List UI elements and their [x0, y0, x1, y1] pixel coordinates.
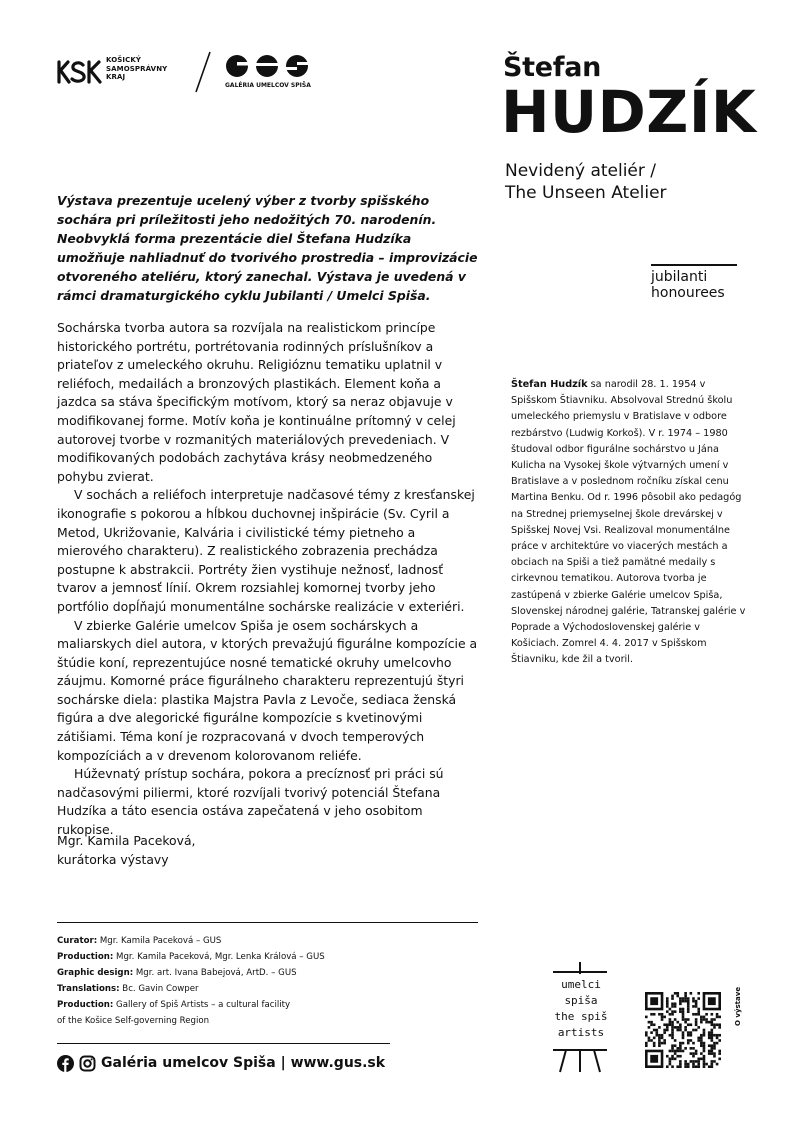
footer-social [57, 1052, 385, 1074]
artist-bio [511, 377, 746, 669]
umelci-wordmark: umelci spiša the spiš artists [554, 978, 608, 1039]
credit-line: Curator: Mgr. Kamila Paceková – GUS [57, 936, 222, 946]
ksk-wordmark: KOŠICKÝ SAMOSPRÁVNY KRAJ [106, 56, 168, 81]
facebook-icon[interactable] [57, 1055, 74, 1072]
footer-divider [57, 1043, 390, 1044]
ksk-monogram-icon [57, 60, 103, 84]
qr-code-icon [645, 992, 721, 1068]
qr-caption: O výstave [734, 986, 742, 1026]
credit-line: of the Košice Self-governing Region [57, 1016, 210, 1026]
artist-last-name: HUDZÍK [501, 78, 757, 146]
body-paragraph: Sochárska tvorba autora sa rozvíjala na realistickom princípe historického portrétu, portrétovania rodinných príslušníkov a priateľov z umeleckého okruhu. Religióznu tematiku uplatnil v reliéfoch, medailách a bronzových plastikách. Element koňa a jazdca sa stáva špecifickým motívom, ktorý sa neraz objavuje v modifikovanej forme. Motív koňa je kontinuálne prítomný v celej autorovej tvorbe v rozmanitých materiálových prevedeniach. V modifikovaných podobách zachytáva krásy neobmedzeného pohybu zvierat. [57, 320, 456, 484]
umelci-spisa-logo [548, 962, 612, 1074]
subtitle-line-sk: Nevidený ateliér / [505, 161, 657, 181]
signature-role: kurátorka výstavy [57, 852, 169, 867]
logo-divider [192, 50, 214, 94]
curator-signature [57, 831, 196, 869]
credit-line: Production: Mgr. Kamila Paceková, Mgr. Lenka Králová – GUS [57, 952, 325, 962]
lead-paragraph: Výstava prezentuje ucelený výber z tvorby spišského sochára pri príležitosti jeho nedožitých 70. narodenín. Neobvyklá forma prezentácie diel Štefana Hudzíka umožňuje nahliadnuť do tvorivého prostredia – improvizácie otvoreného ateliéru, ktorý zanechal. Výstava je uvedená v rámci dramaturgického cyklu Jubilanti / Umelci Spiša. [57, 193, 478, 304]
gus-logo [225, 53, 309, 93]
ksk-logo [57, 52, 197, 92]
credits [57, 933, 325, 1029]
credits-divider [57, 922, 478, 923]
body-paragraph: Húževnatý prístup sochára, pokora a precíznosť pri práci sú nadčasovými piliermi, ktoré rozvíjali tvorivý potenciál Štefana Hudzíka a táto esencia ostáva zapečatená v jeho osobitom rukopise. [57, 766, 444, 838]
footer-link[interactable]: Galéria umelcov Spiša | www.gus.sk [101, 1055, 386, 1071]
credit-line: Translations: Bc. Gavin Cowper [57, 984, 199, 994]
subtitle-line-en: The Unseen Atelier [505, 183, 667, 203]
credit-line: Production: Gallery of Spiš Artists – a cultural facility [57, 1000, 291, 1010]
bio-text: sa narodil 28. 1. 1954 v Spišskom Štiavniku. Absolvoval Strednú školu umeleckého priemyslu v Bratislave v odbore rezbárstvo (Ludwig Korkoš). V r. 1974 – 1980 študoval odbor figurálne sochárstvo u Jána Kulicha na Vysokej škole výtvarných umení v Bratislave a v poslednom ročníku získal cenu Martina Benku. Od r. 1996 pôsobil ako pedagóg na Strednej priemyselnej škole drevárskej v Spišskej Novej Vsi. Realizoval monumentálne práce v architektúre vo viacerých mestách a obciach na Spiši a tiež pamätné medaily s cirkevnou tematikou. Autorova tvorba je zastúpená v zbierke Galérie umelcov Spiša, Slovenskej národnej galérie, Tatranskej galérie v Poprade a Východoslovenskej galérie v Košiciach. Zomrel 4. 4. 2017 v Spišskom Štiavniku, kde žil a tvoril. [511, 379, 746, 666]
gus-caption: GALÉRIA UMELCOV SPIŠA [225, 82, 311, 89]
body-paragraph: V zbierke Galérie umelcov Spiša je osem sochárskych a maliarskych diel autora, v ktorých prevažujú figurálne kompozície a štúdie koní, reprezentujúce nosné tematické okruhy umelcovho záujmu. Komorné práce figurálneho charakteru reprezentujú štyri sochárske diela: plastika Majstra Pavla z Levoče, sediaca ženská figúra a dve alegorické figurálne kompozície s kvetinovými zátišiami. Téma koní je rozpracovaná v dvoch temperových kompozíciách a v drevenom kolorovanom reliéfe. [57, 617, 478, 763]
exhibition-subtitle [505, 160, 667, 204]
body-paragraph: V sochách a reliéfoch interpretuje nadčasové témy z kresťanskej ikonografie s pokorou a hĺbkou duchovnej inšpirácie (Sv. Cyril a Metod, Ukrižovanie, Kalvária i civilistické témy pietneho a mierového charakteru). Z realistického zobrazenia prechádza postupne k abstrakcii. Portréty žien vystihuje nežnosť, ladnosť tvarov a jemnosť línií. Okrem rozsiahlej komornej tvorby jeho portfólio dopĺňajú monumentálne sochárske realizácie v exteriéri. [57, 487, 475, 614]
credit-line: Graphic design: Mgr. art. Ivana Babejová, ArtD. – GUS [57, 968, 297, 978]
series-label: jubilanti honourees [651, 264, 737, 301]
gus-circles-icon [225, 53, 309, 81]
body-text [57, 319, 482, 840]
signature-name: Mgr. Kamila Paceková, [57, 833, 196, 848]
qr-code[interactable] [645, 992, 721, 1068]
bio-name: Štefan Hudzík [511, 379, 588, 390]
artist-first-name: Štefan [503, 52, 602, 83]
instagram-icon[interactable] [79, 1055, 96, 1072]
